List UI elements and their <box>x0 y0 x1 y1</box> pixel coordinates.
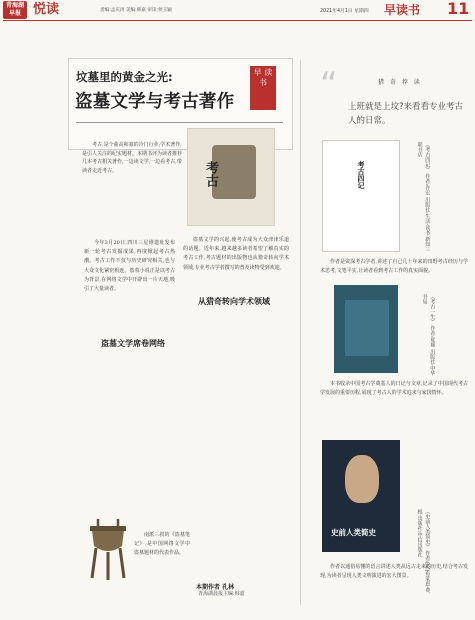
quote-mark-icon: “ <box>320 65 338 105</box>
section-seal: 早 读 书 <box>250 66 276 110</box>
book-cover-3 <box>322 440 400 552</box>
book-1-meta: 《考古四记》 作者:许宏 出版社:生活·读书·新知三联书店 <box>416 142 431 252</box>
article-intro: 考古,是个曲高和寡的冷门行业;学术著作,是引人关注的纪实题材。本期书评为读者推荐几本考古相关著作,一边读文学,一边看考古,带读者走近考古。 <box>82 142 183 174</box>
book-cover-3-title: 史前人类简史 <box>331 528 376 537</box>
issue-date: 2021年4月1日 星期四 <box>320 9 369 14</box>
column-divider <box>300 60 301 605</box>
article-byline: 本期作者 孔林 <box>196 584 235 591</box>
book-cover-3-artwork <box>345 455 379 503</box>
book-cover-1 <box>322 140 400 252</box>
editor-credits: 责编:孟庆再 美编:韩嘉 审读:侯玉颖 <box>100 8 172 13</box>
section-brand: 早读书 <box>384 3 421 17</box>
headline-title: 盗墓文学与考古著作 <box>75 92 235 112</box>
subhead-academic-turn: 从猎奇转向学术领域 <box>198 297 270 306</box>
page-number: 11 <box>447 0 470 18</box>
article-column-2: 盗墓文学的兴起,使考古成为大众津津乐道的话题。近年来,越来越多读者希望了解真实的考古工作,考古题材的出版物也从猎奇转向学术领域,专业考古学者撰写的普及读物受到欢迎。 <box>183 237 289 271</box>
article-column-1: 今年3月20日,四川三星堆遗址发布新一轮考古发掘成果,再度掀起考古热潮。考古工作不仅与历史研究相关,也与大众文化紧密相连。盗墓小说正是以考古为背景,在网络文学中开辟出一片天地,吸引了大量读者。 <box>84 240 175 293</box>
headline-kicker: 坟墓里的黄金之光: <box>76 70 173 84</box>
article-column-1b: 南派三叔的《盗墓笔记》,是中国网络文学中盗墓题材的代表作品。 <box>134 532 190 557</box>
masthead <box>0 0 475 22</box>
book-cover-1-title: 考古四记 <box>357 161 366 189</box>
cover-title: 考古 <box>203 161 218 187</box>
featured-book-cover <box>187 128 275 226</box>
pull-quote: 上班就是上坟?来看看专业考古人的日常。 <box>348 102 464 126</box>
bronze-vessel-icon <box>82 516 134 586</box>
book-2-description: 本书收录中国考古学奠基人的日记与文章,记录了中国现代考古学发展的重要历程,展现了考古人的学术追求与家国情怀。 <box>320 381 468 396</box>
book-2-meta: 《考古一生》 作者:夏鼐 出版社:中华书局 <box>421 294 436 376</box>
book-3-meta: 《史前人类简史》 作者:[英]布莱恩·费根 出版社:中信出版社 <box>416 509 431 593</box>
masthead-rule <box>3 20 472 21</box>
subhead-online-tomb-fiction: 盗墓文学席卷网络 <box>101 339 165 348</box>
headline-rule <box>76 122 283 123</box>
newspaper-logo: 青海湖 早报 <box>3 1 27 19</box>
book-3-description: 作者以通俗易懂的语言讲述人类从远古走来的历史,结合考古发现,为读者呈现人类文明演进的宏大图景。 <box>320 564 468 579</box>
book-cover-2 <box>334 285 398 373</box>
recommend-label: 猎 奇 荐 读 <box>378 79 422 86</box>
column-name: 悦读 <box>33 2 60 17</box>
book-1-description: 作者是资深考古学者,讲述了自己几十年来的田野考古经历与学术思考,文笔平实,让读者看到考古工作的真实面貌。 <box>320 259 468 274</box>
editor-note: 青海湖晨报主编:韩嘉 <box>198 591 245 597</box>
book-cover-2-artwork <box>345 300 389 356</box>
